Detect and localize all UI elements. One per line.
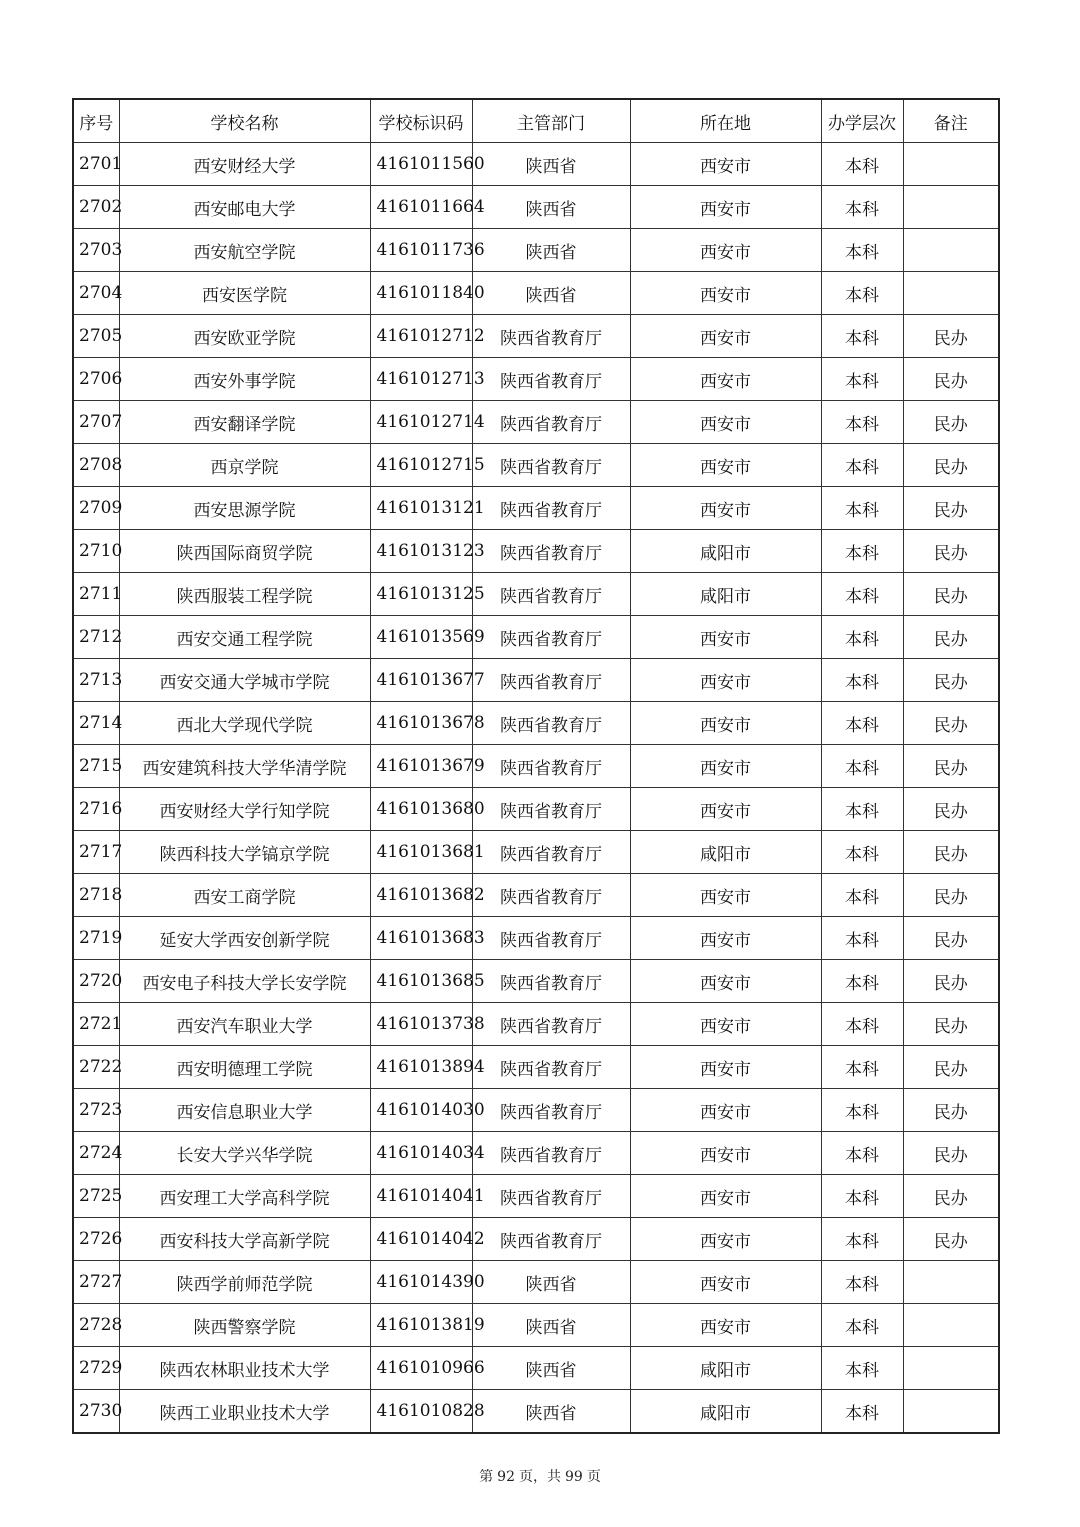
cell-index: 2719 bbox=[73, 917, 119, 960]
table-row bbox=[73, 1132, 999, 1175]
cell-authority: 陕西省 bbox=[472, 1304, 630, 1347]
cell-location: 西安市 bbox=[630, 315, 821, 358]
cell-remarks: 民办 bbox=[903, 745, 999, 788]
cell-index: 2728 bbox=[73, 1304, 119, 1347]
cell-level: 本科 bbox=[821, 1390, 903, 1434]
cell-remarks: 民办 bbox=[903, 358, 999, 401]
header-school-name: 学校名称 bbox=[119, 99, 370, 143]
table-row bbox=[73, 229, 999, 272]
cell-index: 2720 bbox=[73, 960, 119, 1003]
cell-level: 本科 bbox=[821, 1218, 903, 1261]
cell-remarks: 民办 bbox=[903, 1003, 999, 1046]
cell-level: 本科 bbox=[821, 1089, 903, 1132]
cell-school-name: 西安翻译学院 bbox=[119, 401, 370, 444]
cell-school-name: 西安汽车职业大学 bbox=[119, 1003, 370, 1046]
cell-remarks bbox=[903, 1261, 999, 1304]
cell-location: 西安市 bbox=[630, 745, 821, 788]
cell-school-code: 4161012715 bbox=[370, 444, 472, 487]
cell-level: 本科 bbox=[821, 831, 903, 874]
table-row bbox=[73, 358, 999, 401]
table-row bbox=[73, 1261, 999, 1304]
cell-remarks: 民办 bbox=[903, 874, 999, 917]
cell-level: 本科 bbox=[821, 315, 903, 358]
cell-level: 本科 bbox=[821, 1175, 903, 1218]
cell-level: 本科 bbox=[821, 1347, 903, 1390]
cell-level: 本科 bbox=[821, 401, 903, 444]
cell-authority: 陕西省教育厅 bbox=[472, 573, 630, 616]
cell-authority: 陕西省教育厅 bbox=[472, 1003, 630, 1046]
cell-index: 2714 bbox=[73, 702, 119, 745]
cell-location: 西安市 bbox=[630, 702, 821, 745]
table-row bbox=[73, 1304, 999, 1347]
cell-level: 本科 bbox=[821, 1003, 903, 1046]
cell-school-code: 4161013683 bbox=[370, 917, 472, 960]
cell-authority: 陕西省教育厅 bbox=[472, 788, 630, 831]
cell-location: 西安市 bbox=[630, 917, 821, 960]
cell-school-code: 4161013125 bbox=[370, 573, 472, 616]
table-row bbox=[73, 315, 999, 358]
cell-remarks: 民办 bbox=[903, 917, 999, 960]
cell-level: 本科 bbox=[821, 487, 903, 530]
table-row bbox=[73, 1003, 999, 1046]
cell-school-code: 4161014030 bbox=[370, 1089, 472, 1132]
cell-index: 2729 bbox=[73, 1347, 119, 1390]
table-row bbox=[73, 401, 999, 444]
cell-authority: 陕西省教育厅 bbox=[472, 702, 630, 745]
cell-school-code: 4161011664 bbox=[370, 186, 472, 229]
cell-school-code: 4161013738 bbox=[370, 1003, 472, 1046]
cell-school-code: 4161011560 bbox=[370, 143, 472, 186]
cell-remarks bbox=[903, 272, 999, 315]
cell-index: 2718 bbox=[73, 874, 119, 917]
table-row bbox=[73, 788, 999, 831]
cell-authority: 陕西省教育厅 bbox=[472, 315, 630, 358]
cell-school-code: 4161013123 bbox=[370, 530, 472, 573]
cell-level: 本科 bbox=[821, 186, 903, 229]
cell-index: 2713 bbox=[73, 659, 119, 702]
cell-authority: 陕西省 bbox=[472, 186, 630, 229]
cell-school-name: 西安医学院 bbox=[119, 272, 370, 315]
cell-remarks: 民办 bbox=[903, 315, 999, 358]
cell-location: 西安市 bbox=[630, 487, 821, 530]
cell-school-name: 西安思源学院 bbox=[119, 487, 370, 530]
cell-index: 2726 bbox=[73, 1218, 119, 1261]
cell-remarks bbox=[903, 1304, 999, 1347]
cell-school-code: 4161013678 bbox=[370, 702, 472, 745]
cell-school-code: 4161013121 bbox=[370, 487, 472, 530]
table-row bbox=[73, 1046, 999, 1089]
cell-remarks: 民办 bbox=[903, 573, 999, 616]
cell-school-code: 4161013685 bbox=[370, 960, 472, 1003]
table-row bbox=[73, 444, 999, 487]
cell-school-name: 西安科技大学高新学院 bbox=[119, 1218, 370, 1261]
cell-school-name: 西安建筑科技大学华清学院 bbox=[119, 745, 370, 788]
cell-school-code: 4161012713 bbox=[370, 358, 472, 401]
university-list-table bbox=[72, 98, 1000, 1434]
cell-location: 西安市 bbox=[630, 272, 821, 315]
cell-school-name: 西安财经大学行知学院 bbox=[119, 788, 370, 831]
cell-authority: 陕西省教育厅 bbox=[472, 1132, 630, 1175]
cell-school-name: 陕西国际商贸学院 bbox=[119, 530, 370, 573]
cell-level: 本科 bbox=[821, 917, 903, 960]
cell-authority: 陕西省教育厅 bbox=[472, 616, 630, 659]
cell-location: 西安市 bbox=[630, 1218, 821, 1261]
cell-school-code: 4161013819 bbox=[370, 1304, 472, 1347]
cell-school-name: 西安财经大学 bbox=[119, 143, 370, 186]
cell-school-code: 4161014390 bbox=[370, 1261, 472, 1304]
cell-school-name: 西安交通大学城市学院 bbox=[119, 659, 370, 702]
cell-location: 咸阳市 bbox=[630, 831, 821, 874]
cell-remarks: 民办 bbox=[903, 1218, 999, 1261]
cell-remarks: 民办 bbox=[903, 530, 999, 573]
cell-location: 西安市 bbox=[630, 616, 821, 659]
cell-location: 西安市 bbox=[630, 659, 821, 702]
cell-remarks: 民办 bbox=[903, 1046, 999, 1089]
cell-school-code: 4161011736 bbox=[370, 229, 472, 272]
header-level: 办学层次 bbox=[821, 99, 903, 143]
cell-remarks: 民办 bbox=[903, 788, 999, 831]
header-remarks: 备注 bbox=[903, 99, 999, 143]
cell-school-name: 延安大学西安创新学院 bbox=[119, 917, 370, 960]
cell-school-name: 西安工商学院 bbox=[119, 874, 370, 917]
cell-level: 本科 bbox=[821, 659, 903, 702]
cell-school-code: 4161013682 bbox=[370, 874, 472, 917]
cell-school-name: 陕西工业职业技术大学 bbox=[119, 1390, 370, 1434]
cell-school-code: 4161010966 bbox=[370, 1347, 472, 1390]
footer-middle: 页，共 bbox=[519, 1469, 561, 1485]
cell-level: 本科 bbox=[821, 272, 903, 315]
cell-authority: 陕西省教育厅 bbox=[472, 530, 630, 573]
cell-index: 2727 bbox=[73, 1261, 119, 1304]
cell-location: 西安市 bbox=[630, 1261, 821, 1304]
cell-remarks: 民办 bbox=[903, 444, 999, 487]
table-row bbox=[73, 573, 999, 616]
header-index: 序号 bbox=[73, 99, 119, 143]
cell-school-code: 4161012712 bbox=[370, 315, 472, 358]
cell-remarks: 民办 bbox=[903, 1089, 999, 1132]
cell-location: 西安市 bbox=[630, 401, 821, 444]
cell-location: 西安市 bbox=[630, 1003, 821, 1046]
table-row bbox=[73, 659, 999, 702]
cell-index: 2702 bbox=[73, 186, 119, 229]
cell-index: 2704 bbox=[73, 272, 119, 315]
cell-school-code: 4161013679 bbox=[370, 745, 472, 788]
cell-level: 本科 bbox=[821, 1132, 903, 1175]
cell-remarks: 民办 bbox=[903, 831, 999, 874]
cell-school-name: 西安电子科技大学长安学院 bbox=[119, 960, 370, 1003]
cell-school-code: 4161014034 bbox=[370, 1132, 472, 1175]
cell-level: 本科 bbox=[821, 573, 903, 616]
cell-location: 西安市 bbox=[630, 358, 821, 401]
cell-school-name: 西安明德理工学院 bbox=[119, 1046, 370, 1089]
cell-level: 本科 bbox=[821, 229, 903, 272]
cell-index: 2722 bbox=[73, 1046, 119, 1089]
table-row bbox=[73, 702, 999, 745]
cell-level: 本科 bbox=[821, 358, 903, 401]
cell-index: 2724 bbox=[73, 1132, 119, 1175]
cell-location: 西安市 bbox=[630, 1132, 821, 1175]
cell-index: 2725 bbox=[73, 1175, 119, 1218]
cell-index: 2710 bbox=[73, 530, 119, 573]
cell-level: 本科 bbox=[821, 874, 903, 917]
cell-school-name: 陕西警察学院 bbox=[119, 1304, 370, 1347]
cell-location: 咸阳市 bbox=[630, 1390, 821, 1434]
table-row bbox=[73, 745, 999, 788]
cell-level: 本科 bbox=[821, 143, 903, 186]
cell-location: 西安市 bbox=[630, 186, 821, 229]
cell-school-code: 4161014041 bbox=[370, 1175, 472, 1218]
cell-level: 本科 bbox=[821, 1261, 903, 1304]
table-row bbox=[73, 1089, 999, 1132]
cell-authority: 陕西省 bbox=[472, 1390, 630, 1434]
cell-index: 2712 bbox=[73, 616, 119, 659]
cell-location: 西安市 bbox=[630, 1046, 821, 1089]
cell-level: 本科 bbox=[821, 616, 903, 659]
footer-page-number: 92 bbox=[497, 1469, 515, 1485]
cell-authority: 陕西省教育厅 bbox=[472, 745, 630, 788]
cell-location: 西安市 bbox=[630, 444, 821, 487]
cell-location: 西安市 bbox=[630, 1304, 821, 1347]
cell-school-name: 西京学院 bbox=[119, 444, 370, 487]
cell-remarks: 民办 bbox=[903, 960, 999, 1003]
cell-level: 本科 bbox=[821, 702, 903, 745]
cell-school-name: 西安外事学院 bbox=[119, 358, 370, 401]
table-row bbox=[73, 960, 999, 1003]
cell-level: 本科 bbox=[821, 1304, 903, 1347]
cell-location: 西安市 bbox=[630, 1089, 821, 1132]
cell-school-name: 长安大学兴华学院 bbox=[119, 1132, 370, 1175]
cell-school-name: 西安航空学院 bbox=[119, 229, 370, 272]
cell-school-code: 4161012714 bbox=[370, 401, 472, 444]
cell-authority: 陕西省教育厅 bbox=[472, 487, 630, 530]
cell-authority: 陕西省 bbox=[472, 143, 630, 186]
cell-level: 本科 bbox=[821, 960, 903, 1003]
cell-index: 2701 bbox=[73, 143, 119, 186]
cell-remarks: 民办 bbox=[903, 487, 999, 530]
cell-school-code: 4161013677 bbox=[370, 659, 472, 702]
cell-location: 西安市 bbox=[630, 143, 821, 186]
table-row bbox=[73, 1175, 999, 1218]
table-row bbox=[73, 1390, 999, 1434]
cell-school-name: 西安欧亚学院 bbox=[119, 315, 370, 358]
cell-school-name: 西安理工大学高科学院 bbox=[119, 1175, 370, 1218]
cell-school-name: 西安邮电大学 bbox=[119, 186, 370, 229]
cell-school-name: 西安交通工程学院 bbox=[119, 616, 370, 659]
cell-authority: 陕西省教育厅 bbox=[472, 831, 630, 874]
cell-index: 2723 bbox=[73, 1089, 119, 1132]
cell-authority: 陕西省 bbox=[472, 272, 630, 315]
cell-school-code: 4161010828 bbox=[370, 1390, 472, 1434]
cell-index: 2730 bbox=[73, 1390, 119, 1434]
cell-location: 西安市 bbox=[630, 788, 821, 831]
cell-remarks bbox=[903, 1347, 999, 1390]
cell-index: 2721 bbox=[73, 1003, 119, 1046]
cell-school-name: 陕西学前师范学院 bbox=[119, 1261, 370, 1304]
header-location: 所在地 bbox=[630, 99, 821, 143]
cell-location: 西安市 bbox=[630, 874, 821, 917]
cell-authority: 陕西省教育厅 bbox=[472, 917, 630, 960]
cell-index: 2715 bbox=[73, 745, 119, 788]
cell-school-name: 陕西服装工程学院 bbox=[119, 573, 370, 616]
cell-location: 咸阳市 bbox=[630, 530, 821, 573]
cell-remarks bbox=[903, 229, 999, 272]
cell-index: 2708 bbox=[73, 444, 119, 487]
table-row bbox=[73, 874, 999, 917]
cell-authority: 陕西省教育厅 bbox=[472, 874, 630, 917]
table-row bbox=[73, 272, 999, 315]
cell-index: 2717 bbox=[73, 831, 119, 874]
cell-school-code: 4161013894 bbox=[370, 1046, 472, 1089]
cell-school-name: 西北大学现代学院 bbox=[119, 702, 370, 745]
table-row bbox=[73, 616, 999, 659]
footer-suffix: 页 bbox=[586, 1469, 601, 1485]
cell-index: 2707 bbox=[73, 401, 119, 444]
cell-location: 咸阳市 bbox=[630, 1347, 821, 1390]
cell-index: 2709 bbox=[73, 487, 119, 530]
cell-location: 西安市 bbox=[630, 1175, 821, 1218]
table-row bbox=[73, 1347, 999, 1390]
cell-level: 本科 bbox=[821, 530, 903, 573]
cell-school-name: 陕西农林职业技术大学 bbox=[119, 1347, 370, 1390]
table-body bbox=[73, 143, 999, 1434]
cell-remarks: 民办 bbox=[903, 401, 999, 444]
cell-school-name: 西安信息职业大学 bbox=[119, 1089, 370, 1132]
cell-authority: 陕西省教育厅 bbox=[472, 659, 630, 702]
cell-remarks: 民办 bbox=[903, 702, 999, 745]
cell-location: 咸阳市 bbox=[630, 573, 821, 616]
cell-authority: 陕西省教育厅 bbox=[472, 401, 630, 444]
cell-authority: 陕西省 bbox=[472, 1347, 630, 1390]
cell-index: 2703 bbox=[73, 229, 119, 272]
footer-prefix: 第 bbox=[479, 1469, 494, 1485]
cell-remarks: 民办 bbox=[903, 1175, 999, 1218]
cell-location: 西安市 bbox=[630, 229, 821, 272]
table-row bbox=[73, 1218, 999, 1261]
cell-authority: 陕西省教育厅 bbox=[472, 1089, 630, 1132]
cell-school-code: 4161013681 bbox=[370, 831, 472, 874]
table-row bbox=[73, 487, 999, 530]
table-row bbox=[73, 186, 999, 229]
cell-school-code: 4161011840 bbox=[370, 272, 472, 315]
table-row bbox=[73, 917, 999, 960]
cell-remarks: 民办 bbox=[903, 616, 999, 659]
cell-level: 本科 bbox=[821, 788, 903, 831]
header-authority: 主管部门 bbox=[472, 99, 630, 143]
cell-level: 本科 bbox=[821, 1046, 903, 1089]
cell-authority: 陕西省教育厅 bbox=[472, 1046, 630, 1089]
page-footer bbox=[0, 1466, 1080, 1486]
cell-authority: 陕西省教育厅 bbox=[472, 1218, 630, 1261]
cell-level: 本科 bbox=[821, 745, 903, 788]
cell-school-code: 4161013569 bbox=[370, 616, 472, 659]
cell-remarks: 民办 bbox=[903, 1132, 999, 1175]
cell-level: 本科 bbox=[821, 444, 903, 487]
cell-index: 2706 bbox=[73, 358, 119, 401]
cell-school-code: 4161014042 bbox=[370, 1218, 472, 1261]
cell-remarks bbox=[903, 143, 999, 186]
header-school-code: 学校标识码 bbox=[370, 99, 472, 143]
table-row bbox=[73, 143, 999, 186]
cell-location: 西安市 bbox=[630, 960, 821, 1003]
cell-authority: 陕西省教育厅 bbox=[472, 444, 630, 487]
cell-remarks bbox=[903, 186, 999, 229]
cell-authority: 陕西省 bbox=[472, 1261, 630, 1304]
cell-remarks: 民办 bbox=[903, 659, 999, 702]
table-row bbox=[73, 831, 999, 874]
cell-authority: 陕西省教育厅 bbox=[472, 358, 630, 401]
cell-authority: 陕西省 bbox=[472, 229, 630, 272]
cell-school-name: 陕西科技大学镐京学院 bbox=[119, 831, 370, 874]
footer-total-pages: 99 bbox=[565, 1469, 583, 1485]
cell-authority: 陕西省教育厅 bbox=[472, 1175, 630, 1218]
table-row bbox=[73, 530, 999, 573]
cell-index: 2705 bbox=[73, 315, 119, 358]
cell-authority: 陕西省教育厅 bbox=[472, 960, 630, 1003]
cell-index: 2716 bbox=[73, 788, 119, 831]
cell-index: 2711 bbox=[73, 573, 119, 616]
cell-school-code: 4161013680 bbox=[370, 788, 472, 831]
table-header-row bbox=[73, 99, 999, 143]
cell-remarks bbox=[903, 1390, 999, 1434]
